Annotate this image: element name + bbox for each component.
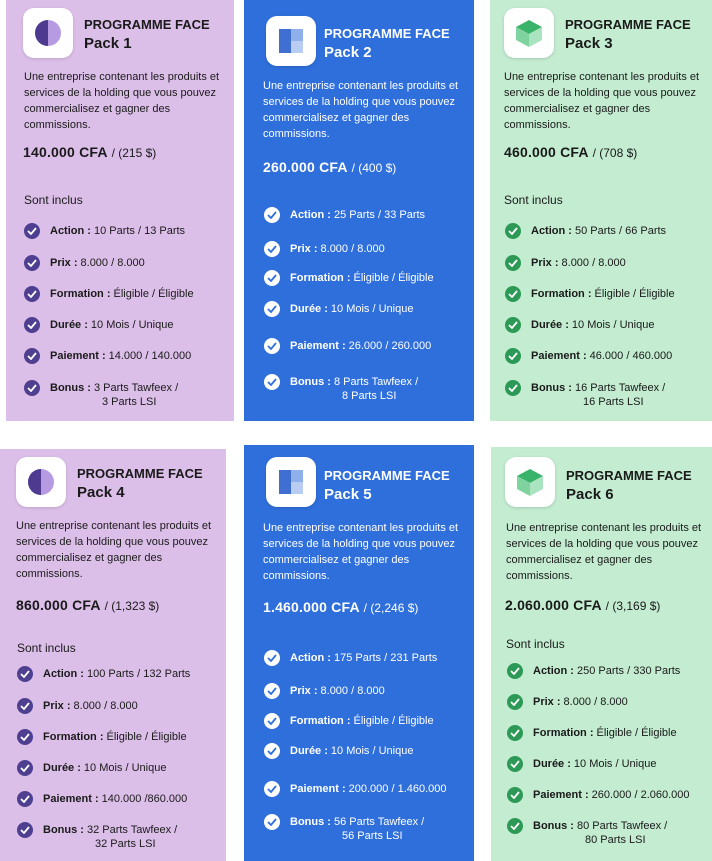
- pack-description: Une entreprise contenant les produits et services de la holding que vous pouvez commercialisez et gagner des commissions.: [263, 80, 459, 140]
- paiement-value: 26.000 / 260.000: [348, 340, 432, 352]
- prix-value: 8.000 / 8.000: [80, 257, 145, 269]
- price-usd: / (1,323 $): [104, 599, 160, 613]
- duree-label: Durée :: [290, 745, 328, 757]
- action-value: 250 Parts / 330 Parts: [576, 665, 681, 677]
- pack-price: [505, 596, 660, 615]
- programme-title: PROGRAMME FACE: [565, 17, 691, 32]
- bonus-value-2: 32 Parts LSI: [95, 838, 156, 850]
- programme-title: PROGRAMME FACE: [324, 26, 450, 41]
- action-row: [505, 224, 666, 239]
- pack-price: [504, 143, 637, 162]
- paiement-label: Paiement :: [290, 783, 346, 795]
- bonus-value: 56 Parts Tawfeex /: [333, 816, 425, 828]
- prix-row: [264, 684, 385, 699]
- action-row: [24, 224, 185, 239]
- formation-row: [264, 714, 434, 729]
- duree-label: Durée :: [290, 303, 328, 315]
- pack-name: Pack 4: [77, 484, 125, 501]
- paiement-row: [17, 792, 187, 807]
- action-label: Action :: [50, 225, 91, 237]
- check-circle-icon: [24, 380, 40, 396]
- price-usd: / (3,169 $): [605, 599, 661, 613]
- pack-price: [23, 143, 156, 162]
- included-label: Sont inclus: [506, 637, 565, 651]
- pack-5-card: [244, 445, 474, 861]
- bonus-label: Bonus :: [533, 820, 574, 832]
- paiement-value: 46.000 / 460.000: [589, 350, 673, 362]
- half-circle-logo-icon: [16, 457, 66, 507]
- programme-title: PROGRAMME FACE: [77, 466, 203, 481]
- action-row: [264, 651, 437, 666]
- bonus-value: 80 Parts Tawfeex /: [576, 820, 668, 832]
- bonus-label: Bonus :: [290, 376, 331, 388]
- prix-label: Prix :: [50, 257, 78, 269]
- bonus-row: [264, 815, 424, 843]
- check-circle-icon: [264, 683, 280, 699]
- action-row: [264, 208, 425, 223]
- formation-value: Éligible / Éligible: [106, 731, 187, 743]
- action-label: Action :: [290, 209, 331, 221]
- duree-label: Durée :: [533, 758, 571, 770]
- pack-description: Une entreprise contenant les produits et services de la holding que vous pouvez commercialisez et gagner des commissions.: [24, 71, 220, 131]
- formation-label: Formation :: [43, 731, 104, 743]
- paiement-row: [264, 782, 447, 797]
- prix-value: 8.000 / 8.000: [73, 700, 138, 712]
- paiement-label: Paiement :: [43, 793, 99, 805]
- check-circle-icon: [17, 791, 33, 807]
- formation-row: [507, 726, 677, 741]
- paiement-value: 260.000 / 2.060.000: [591, 789, 690, 801]
- action-value: 25 Parts / 33 Parts: [333, 209, 426, 221]
- check-circle-icon: [264, 301, 280, 317]
- bonus-row: [505, 381, 665, 409]
- bonus-value: 16 Parts Tawfeex /: [574, 382, 666, 394]
- formation-row: [24, 287, 194, 302]
- check-circle-icon: [17, 822, 33, 838]
- pack-description: Une entreprise contenant les produits et services de la holding que vous pouvez commercialisez et gagner des commissions.: [506, 522, 702, 582]
- action-label: Action :: [533, 665, 574, 677]
- paiement-label: Paiement :: [50, 350, 106, 362]
- duree-value: 10 Mois / Unique: [571, 319, 655, 331]
- price-cfa: 860.000 CFA: [16, 597, 101, 613]
- prix-value: 8.000 / 8.000: [561, 257, 626, 269]
- bonus-label: Bonus :: [43, 824, 84, 836]
- bonus-value: 3 Parts Tawfeex /: [93, 382, 179, 394]
- formation-label: Formation :: [290, 715, 351, 727]
- bonus-value: 8 Parts Tawfeex /: [333, 376, 419, 388]
- included-label: Sont inclus: [24, 193, 83, 207]
- check-circle-icon: [505, 380, 521, 396]
- formation-value: Éligible / Éligible: [353, 272, 434, 284]
- duree-value: 10 Mois / Unique: [330, 303, 414, 315]
- prix-row: [507, 695, 628, 710]
- duree-label: Durée :: [50, 319, 88, 331]
- paiement-row: [507, 788, 690, 803]
- check-circle-icon: [24, 223, 40, 239]
- half-circle-logo-icon: [23, 8, 73, 58]
- check-circle-icon: [507, 787, 523, 803]
- prix-label: Prix :: [290, 685, 318, 697]
- squares-logo-icon: [266, 16, 316, 66]
- bonus-value-2: 80 Parts LSI: [585, 834, 646, 846]
- formation-row: [505, 287, 675, 302]
- paiement-label: Paiement :: [290, 340, 346, 352]
- check-circle-icon: [505, 255, 521, 271]
- action-label: Action :: [43, 668, 84, 680]
- action-label: Action :: [290, 652, 331, 664]
- bonus-value: 32 Parts Tawfeex /: [86, 824, 178, 836]
- duree-row: [507, 757, 656, 772]
- duree-value: 10 Mois / Unique: [330, 745, 414, 757]
- check-circle-icon: [264, 241, 280, 257]
- check-circle-icon: [505, 286, 521, 302]
- check-circle-icon: [24, 348, 40, 364]
- paiement-row: [24, 349, 191, 364]
- price-usd: / (215 $): [111, 146, 157, 160]
- check-circle-icon: [17, 729, 33, 745]
- formation-label: Formation :: [533, 727, 594, 739]
- duree-value: 10 Mois / Unique: [90, 319, 174, 331]
- check-circle-icon: [264, 743, 280, 759]
- pack-6-card: [491, 447, 712, 861]
- price-cfa: 140.000 CFA: [23, 144, 108, 160]
- formation-value: Éligible / Éligible: [353, 715, 434, 727]
- check-circle-icon: [507, 756, 523, 772]
- bonus-value-2: 3 Parts LSI: [102, 396, 157, 408]
- price-cfa: 460.000 CFA: [504, 144, 589, 160]
- pack-price: [16, 596, 159, 615]
- formation-value: Éligible / Éligible: [596, 727, 677, 739]
- paiement-row: [264, 339, 431, 354]
- paiement-label: Paiement :: [533, 789, 589, 801]
- bonus-row: [264, 375, 418, 403]
- price-cfa: 260.000 CFA: [263, 159, 348, 175]
- check-circle-icon: [17, 698, 33, 714]
- check-circle-icon: [264, 374, 280, 390]
- pack-name: Pack 6: [566, 486, 614, 503]
- action-label: Action :: [531, 225, 572, 237]
- check-circle-icon: [24, 317, 40, 333]
- check-circle-icon: [24, 286, 40, 302]
- prix-row: [505, 256, 626, 271]
- check-circle-icon: [505, 348, 521, 364]
- bonus-label: Bonus :: [50, 382, 91, 394]
- bonus-row: [24, 381, 178, 409]
- check-circle-icon: [507, 818, 523, 834]
- bonus-value-2: 8 Parts LSI: [342, 390, 397, 402]
- pack-name: Pack 2: [324, 44, 372, 61]
- prix-label: Prix :: [531, 257, 559, 269]
- check-circle-icon: [24, 255, 40, 271]
- prix-value: 8.000 / 8.000: [320, 685, 385, 697]
- paiement-value: 140.000 /860.000: [101, 793, 188, 805]
- prix-label: Prix :: [43, 700, 71, 712]
- paiement-value: 14.000 / 140.000: [108, 350, 192, 362]
- pack-description: Une entreprise contenant les produits et services de la holding que vous pouvez commercialisez et gagner des commissions.: [504, 71, 700, 131]
- check-circle-icon: [264, 650, 280, 666]
- pack-name: Pack 1: [84, 35, 132, 52]
- formation-label: Formation :: [50, 288, 111, 300]
- check-circle-icon: [17, 760, 33, 776]
- duree-row: [264, 744, 413, 759]
- duree-row: [24, 318, 173, 333]
- formation-row: [264, 271, 434, 286]
- duree-row: [505, 318, 654, 333]
- action-value: 50 Parts / 66 Parts: [574, 225, 667, 237]
- duree-value: 10 Mois / Unique: [83, 762, 167, 774]
- pack-3-card: [490, 0, 712, 421]
- bonus-value-2: 16 Parts LSI: [583, 396, 644, 408]
- check-circle-icon: [507, 694, 523, 710]
- price-cfa: 2.060.000 CFA: [505, 597, 602, 613]
- check-circle-icon: [264, 338, 280, 354]
- bonus-label: Bonus :: [290, 816, 331, 828]
- prix-row: [24, 256, 145, 271]
- action-row: [17, 667, 190, 682]
- price-cfa: 1.460.000 CFA: [263, 599, 360, 615]
- formation-label: Formation :: [531, 288, 592, 300]
- check-circle-icon: [507, 725, 523, 741]
- bonus-row: [17, 823, 177, 851]
- pack-2-card: [244, 0, 474, 421]
- prix-label: Prix :: [290, 243, 318, 255]
- duree-label: Durée :: [531, 319, 569, 331]
- programme-title: PROGRAMME FACE: [84, 17, 210, 32]
- paiement-row: [505, 349, 672, 364]
- prix-row: [264, 242, 385, 257]
- pack-price: [263, 158, 396, 177]
- pack-description: Une entreprise contenant les produits et services de la holding que vous pouvez commercialisez et gagner des commissions.: [263, 522, 459, 582]
- check-circle-icon: [507, 663, 523, 679]
- formation-value: Éligible / Éligible: [113, 288, 194, 300]
- action-value: 175 Parts / 231 Parts: [333, 652, 438, 664]
- formation-row: [17, 730, 187, 745]
- duree-row: [264, 302, 413, 317]
- programme-title: PROGRAMME FACE: [566, 468, 692, 483]
- prix-value: 8.000 / 8.000: [563, 696, 628, 708]
- cube-logo-icon: [505, 457, 555, 507]
- action-row: [507, 664, 680, 679]
- prix-value: 8.000 / 8.000: [320, 243, 385, 255]
- check-circle-icon: [264, 781, 280, 797]
- price-usd: / (2,246 $): [363, 601, 419, 615]
- pack-4-card: [0, 449, 226, 861]
- action-value: 10 Parts / 13 Parts: [93, 225, 186, 237]
- included-label: Sont inclus: [17, 641, 76, 655]
- check-circle-icon: [505, 223, 521, 239]
- prix-label: Prix :: [533, 696, 561, 708]
- pack-1-card: [6, 0, 234, 421]
- pack-name: Pack 3: [565, 35, 613, 52]
- squares-logo-icon: [266, 457, 316, 507]
- bonus-row: [507, 819, 667, 847]
- pack-price: [263, 598, 418, 617]
- bonus-value-2: 56 Parts LSI: [342, 830, 403, 842]
- price-usd: / (400 $): [351, 161, 397, 175]
- bonus-label: Bonus :: [531, 382, 572, 394]
- prix-row: [17, 699, 138, 714]
- check-circle-icon: [264, 207, 280, 223]
- pack-name: Pack 5: [324, 486, 372, 503]
- check-circle-icon: [17, 666, 33, 682]
- price-usd: / (708 $): [592, 146, 638, 160]
- check-circle-icon: [264, 270, 280, 286]
- cube-logo-icon: [504, 8, 554, 58]
- duree-row: [17, 761, 166, 776]
- check-circle-icon: [264, 713, 280, 729]
- formation-label: Formation :: [290, 272, 351, 284]
- formation-value: Éligible / Éligible: [594, 288, 675, 300]
- paiement-value: 200.000 / 1.460.000: [348, 783, 447, 795]
- duree-value: 10 Mois / Unique: [573, 758, 657, 770]
- action-value: 100 Parts / 132 Parts: [86, 668, 191, 680]
- duree-label: Durée :: [43, 762, 81, 774]
- paiement-label: Paiement :: [531, 350, 587, 362]
- included-label: Sont inclus: [504, 193, 563, 207]
- pack-description: Une entreprise contenant les produits et services de la holding que vous pouvez commercialisez et gagner des commissions.: [16, 520, 212, 580]
- programme-title: PROGRAMME FACE: [324, 468, 450, 483]
- check-circle-icon: [264, 814, 280, 830]
- check-circle-icon: [505, 317, 521, 333]
